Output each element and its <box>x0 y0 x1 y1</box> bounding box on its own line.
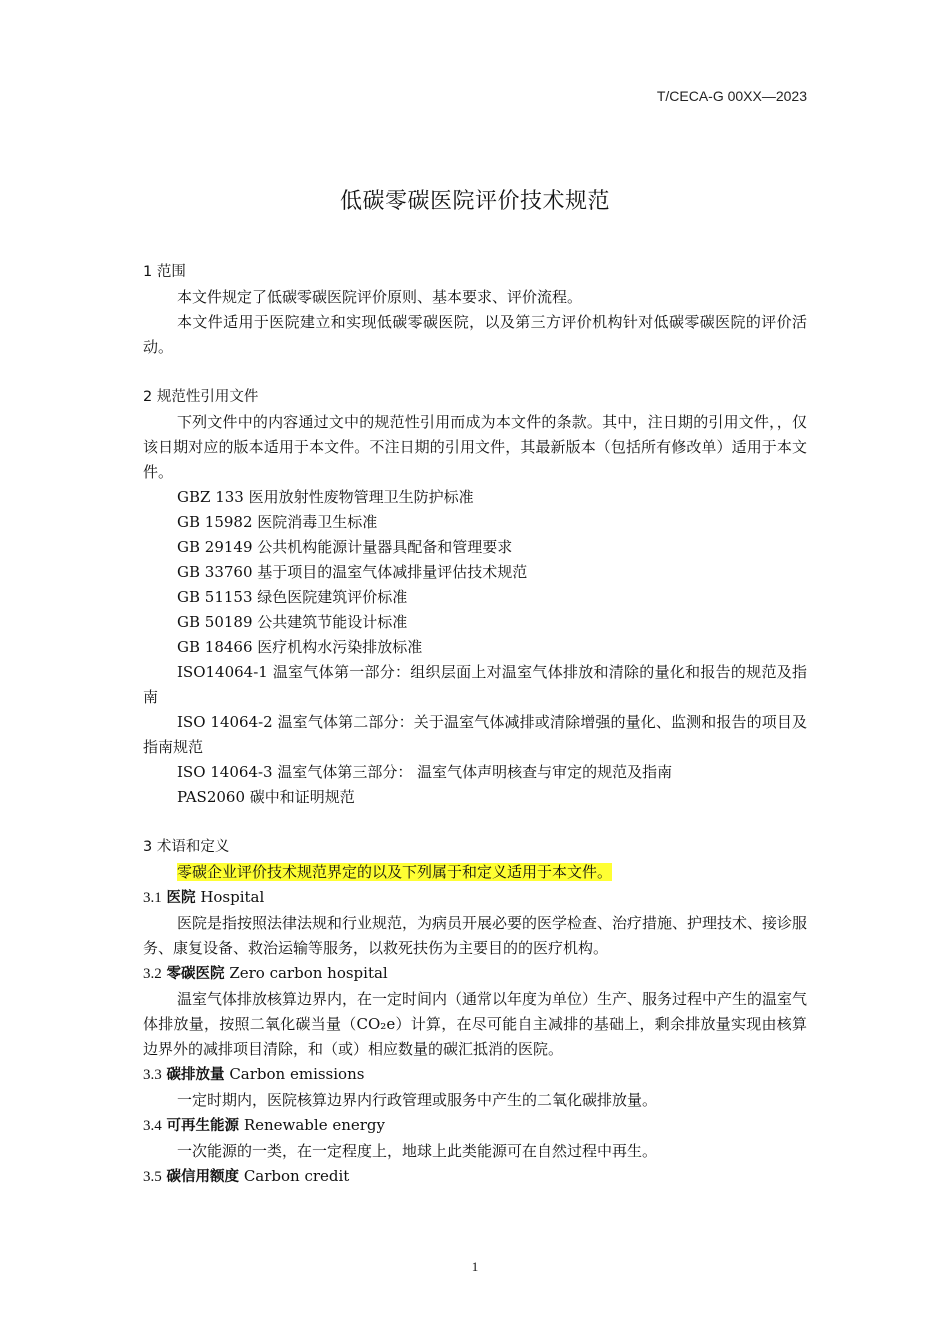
reference-item: PAS2060 碳中和证明规范 <box>177 788 355 806</box>
section-2-intro: 下列文件中的内容通过文中的规范性引用而成为本文件的条款。其中，注日期的引用文件，，仅该日期对应的版本适用于本文件。不注日期的引用文件，其最新版本（包括所有修改单）适用于本文件。 <box>143 413 807 481</box>
highlighted-text: 零碳企业评价技术规范界定的以及下列属于和定义适用于本文件。 <box>177 863 613 881</box>
reference-item: ISO14064-1 温室气体第一部分：组织层面上对温室气体排放和清除的量化和报告的规范及指南 <box>143 663 807 706</box>
reference-item: GB 18466 医疗机构水污染排放标准 <box>177 638 423 656</box>
term-3-3-title: 3.3 碳排放量 Carbon emissions <box>143 1065 365 1083</box>
term-3-2-definition: 温室气体排放核算边界内，在一定时间内（通常以年度为单位）生产、服务过程中产生的温室气体排放量，按照二氧化碳当量（CO₂e）计算，在尽可能自主减排的基础上，剩余排放量实现由核算边界外的减排项目清除，和（或）相应数量的碳汇抵消的医院。 <box>143 990 808 1058</box>
term-3-2-title: 3.2 零碳医院 Zero carbon hospital <box>143 964 388 982</box>
reference-item: ISO 14064-2 温室气体第二部分：关于温室气体减排或清除增强的量化、监测和报告的项目及指南规范 <box>143 713 807 756</box>
term-3-3-definition: 一定时期内，医院核算边界内行政管理或服务中产生的二氧化碳排放量。 <box>177 1091 658 1109</box>
section-1-paragraph: 本文件适用于医院建立和实现低碳零碳医院，以及第三方评价机构针对低碳零碳医院的评价活动。 <box>143 313 807 356</box>
term-3-1-definition: 医院是指按照法律法规和行业规范，为病员开展必要的医学检查、治疗措施、护理技术、接诊服务、康复设备、救治运输等服务，以救死扶伤为主要目的的医疗机构。 <box>143 914 808 957</box>
section-3-heading: 3 术语和定义 <box>143 839 230 855</box>
section-1-heading: 1 范围 <box>143 264 186 280</box>
term-3-4-title: 3.4 可再生能源 Renewable energy <box>143 1116 386 1134</box>
section-3-intro <box>143 860 807 885</box>
reference-item: GB 15982 医院消毒卫生标准 <box>177 513 378 531</box>
reference-item: GBZ 133 医用放射性废物管理卫生防护标准 <box>177 488 474 506</box>
section-1-paragraph: 本文件规定了低碳零碳医院评价原则、基本要求、评价流程。 <box>177 288 583 306</box>
term-3-1-title: 3.1 医院 Hospital <box>143 888 265 906</box>
document-code: T/CECA-G 00XX—2023 <box>656 88 807 104</box>
reference-item: GB 29149 公共机构能源计量器具配备和管理要求 <box>177 538 513 556</box>
term-3-5-title: 3.5 碳信用额度 Carbon credit <box>143 1167 350 1185</box>
term-3-4-definition: 一次能源的一类，在一定程度上，地球上此类能源可在自然过程中再生。 <box>177 1142 658 1160</box>
page-number: 1 <box>471 1259 479 1274</box>
reference-item: GB 51153 绿色医院建筑评价标准 <box>177 588 408 606</box>
reference-item: ISO 14064-3 温室气体第三部分： 温室气体声明核查与审定的规范及指南 <box>177 763 673 781</box>
reference-item: GB 33760 基于项目的温室气体减排量评估技术规范 <box>177 563 528 581</box>
document-title: 低碳零碳医院评价技术规范 <box>339 189 610 214</box>
section-2-heading: 2 规范性引用文件 <box>143 389 259 405</box>
document-body <box>143 260 807 1190</box>
reference-item: GB 50189 公共建筑节能设计标准 <box>177 613 408 631</box>
